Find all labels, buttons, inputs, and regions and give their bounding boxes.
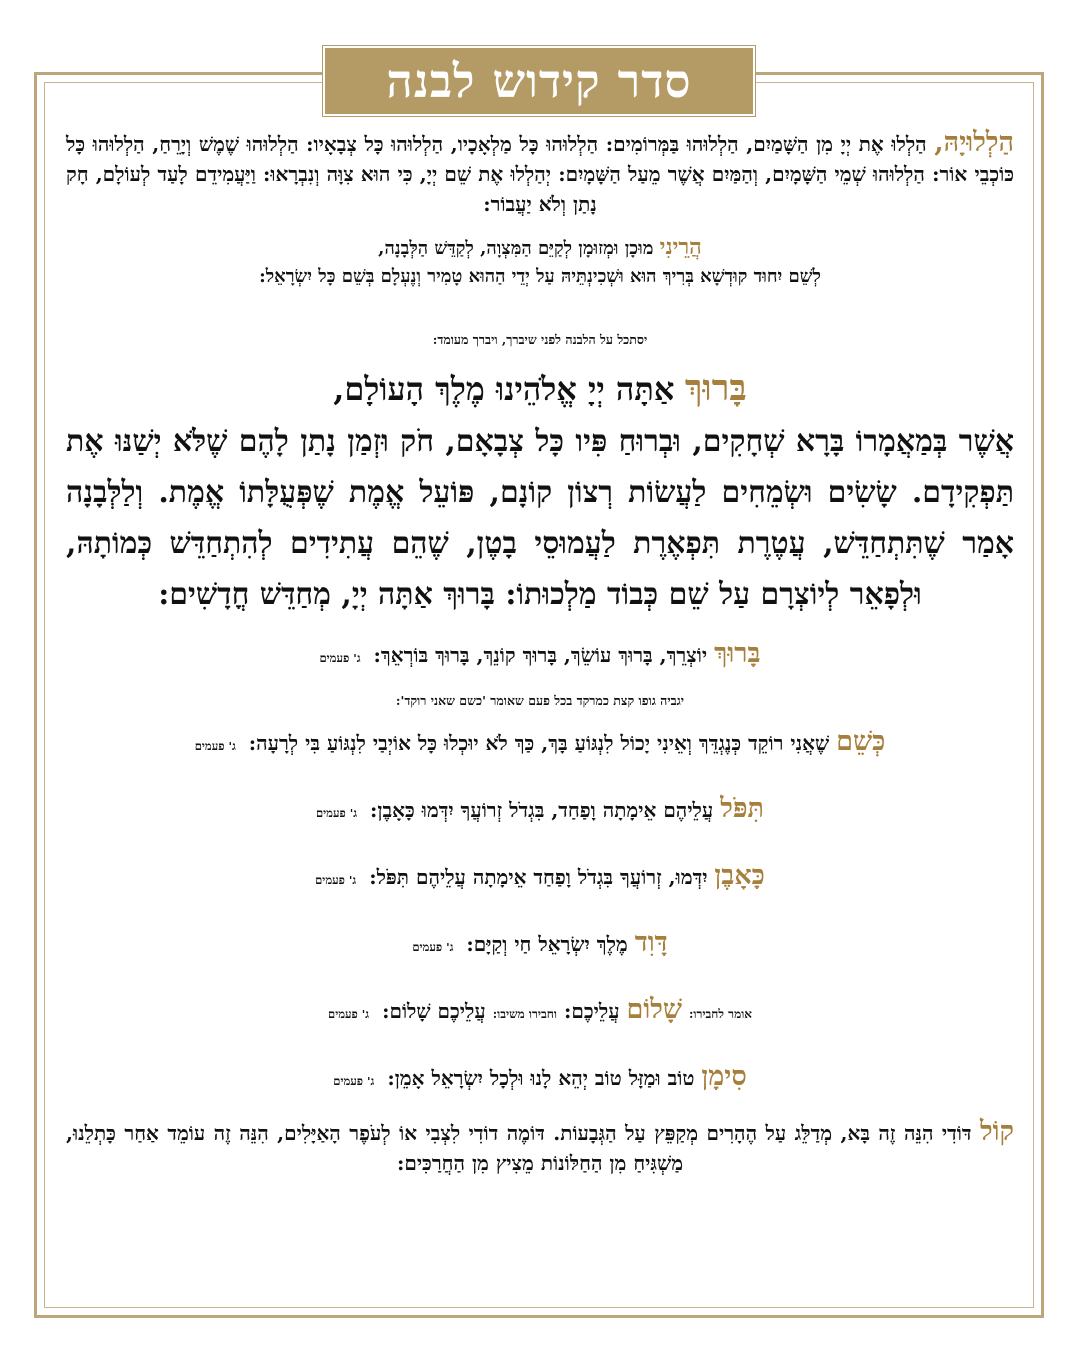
tipol-text: עֲלֵיהֶם אֵימָתָה וָפַחַד, בִּגְדֹל זְרוֹעֲךָ יִדְּמוּ כָּאָבֶן: xyxy=(370,798,714,822)
kshem-text: שֶׁאֲנִי רוֹקֵד כְּנֶגְדֵּךְ וְאֵינִי יָכוֹל לִנְגּוֹעַ בָּךְ, כַּךְ לֹא יוּכְלוּ כָּל אוֹיְבַי לִנְגּוֹעַ בִּי לְרָעָה: xyxy=(248,731,830,755)
bracha-lead: בָּרוּךְ xyxy=(684,367,747,409)
halleluyah-paragraph xyxy=(66,128,1014,219)
kol-dodi-text: דּוֹדִי הִנֵּה זֶה בָּא, מְדַלֵּג עַל הֶהָרִים מְקַפֵּץ עַל הַגְּבָעוֹת. דּוֹמֶה דוֹדִי לִצְבִי אוֹ לְעֹפֶר הָאַיָּלִים, הִנֵּה זֶה עוֹמֵד אַחַר כָּתְלֵנוּ, מַשְׁגִּיחַ מִן הַחַלּוֹנוֹת מֵצִיץ מִן הַחֲרַכִּים: xyxy=(66,1121,972,1175)
prayer-content xyxy=(66,128,1014,1178)
shalom-lead: שָׁלוֹם xyxy=(626,994,682,1025)
times-note: ג' פעמים xyxy=(315,873,357,887)
siman-line xyxy=(66,1057,1014,1101)
tipol-lead: תִּפֹּל xyxy=(720,793,764,824)
bracha-paragraph xyxy=(66,363,1014,620)
baruch-yotzrech-line xyxy=(66,634,1014,678)
times-note: ג' פעמים xyxy=(315,806,358,820)
bracha-opening: אַתָּה יְיָ אֱלֹהֵינוּ מֶלֶךְ הָעוֹלָם, xyxy=(333,370,675,408)
kaeven-text: יִדְּמוּ, זְרוֹעֲךָ בִּגְדֹל וָפַחַד אֵימָתָה עֲלֵיהֶם תִּפֹּל: xyxy=(369,865,708,889)
hareini-lead: הֲרֵינִי xyxy=(659,234,702,260)
shalom-line xyxy=(66,990,1014,1034)
kshem-line xyxy=(66,722,1014,766)
david-lead: דָּוִד xyxy=(634,927,668,958)
siman-lead: סִימָן xyxy=(701,1061,747,1092)
hareini-line1: מוּכָן וּמְזוּמָן לְקַיֵּם הַמִּצְוָה, לְקַדֵּשׁ הַלְּבָנָה, xyxy=(378,238,654,259)
halleluyah-lead: הַלְלוּיָהּ, xyxy=(934,127,1014,158)
times-note: ג' פעמים xyxy=(412,940,454,954)
times-note: ג' פעמים xyxy=(328,1007,370,1021)
tipol-line xyxy=(66,789,1014,833)
times-note: ג' פעמים xyxy=(194,739,236,753)
david-line xyxy=(66,923,1014,967)
shalom-pre-label: אומר לחבירו: xyxy=(688,1007,752,1021)
baruch-lead: בָּרוּךְ xyxy=(714,638,761,669)
times-note: ג' פעמים xyxy=(333,1074,375,1088)
instruction-look-at-moon: יסתכל על הלבנה לפני שיברך, ויברך מעומד: xyxy=(432,332,648,347)
siman-text: טוֹב וּמַזָּל טוֹב יְהֵא לָנוּ וּלְכָל יִשְׂרָאֵל אָמֵן: xyxy=(387,1066,695,1090)
kshem-lead: כְּשֵׁם xyxy=(836,726,886,757)
instruction-dance: יגביה גופו קצת כמרקד בכל פעם שאומר 'כשם שאני רוקד': xyxy=(395,693,685,708)
kaeven-line xyxy=(66,856,1014,900)
times-note: ג' פעמים xyxy=(319,651,361,665)
halleluyah-text: הַלְלוּ אֶת יְיָ מִן הַשָּׁמַיִם, הַלְלוּהוּ בַּמְּרוֹמִים: הַלְלוּהוּ כָּל מַלְאָכָיו, הַלְלוּהוּ כָּל צְבָאָיו: הַלְלוּהוּ שֶׁמֶשׁ וְיָרֵחַ, הַלְלוּהוּ כָּל כּוֹכְבֵי אוֹר: הַלְלוּהוּ שְׁמֵי הַשָּׁמָיִם, וְהַמַּיִם אֲשֶׁר מֵעַל הַשָּׁמָיִם: יְהַלְלוּ אֶת שֵׁם יְיָ, כִּי הוּא צִוָּה וְנִבְרָאוּ: וַיַּעֲמִידֵם לָעַד לְעוֹלָם, חָק נָתַן וְלֹא יַעֲבוֹר: xyxy=(66,132,1015,216)
page-title: סדר קידוש לבנה xyxy=(323,46,755,116)
hareini-line2: לְשֵׁם יִחוּד קוּדְשָׁא בְּרִיךְ הוּא וּשְׁכִינְתֵּיהּ עַל יְדֵי הַהוּא טָמִיר וְנֶעְלָם בְּשֵׁם כָּל יִשְׂרָאֵל: xyxy=(259,266,821,287)
bracha-body: אֲשֶׁר בְּמַאֲמָרוֹ בָּרָא שְׁחָקִים, וּבְרוּחַ פִּיו כָּל צְבָאָם, חֹק וּזְמַן נָתַן לָהֶם שֶׁלֹּא יְשַׁנּוּ אֶת תַּפְקִידָם. שָׂשִׂים וּשְׂמֵחִים לַעֲשׂוֹת רְצוֹן קוֹנָם, פּוֹעֵל אֱמֶת שֶׁפְּעֻלָּתוֹ אֱמֶת. וְלַלְּבָנָה אָמַר שֶׁתִּתְחַדֵּשׁ, עֲטֶרֶת תִּפְאֶרֶת לַעֲמוּסֵי בָטֶן, שֶׁהֵם עֲתִידִים לְהִתְחַדֵּשׁ כְּמוֹתָהּ, וּלְפָאֵר לְיוֹצְרָם עַל שֵׁם כְּבוֹד מַלְכוּתוֹ: בָּרוּךְ אַתָּה יְיָ, מְחַדֵּשׁ חֳדָשִׁים: xyxy=(66,424,1014,612)
shalom-text: עֲלֵיכֶם: xyxy=(563,999,620,1023)
kol-dodi-paragraph xyxy=(66,1117,1014,1178)
david-text: מֶלֶךְ יִשְׂרָאֵל חַי וְקַיָּם: xyxy=(466,932,628,956)
baruch-text: יוֹצְרֵךְ, בָּרוּךְ עוֹשֵׂךְ, בָּרוּךְ קוֹנֵךְ, בָּרוּךְ בּוֹרְאֵךְ: xyxy=(373,643,708,667)
hareini-paragraph xyxy=(66,233,1014,291)
shalom-reply: עֲלֵיכֶם שָׁלוֹם: xyxy=(382,999,486,1023)
shalom-reply-label: וחבירו משיבו: xyxy=(492,1007,557,1021)
kaeven-lead: כָּאָבֶן xyxy=(714,860,765,891)
kol-lead: קוֹל xyxy=(980,1116,1014,1147)
